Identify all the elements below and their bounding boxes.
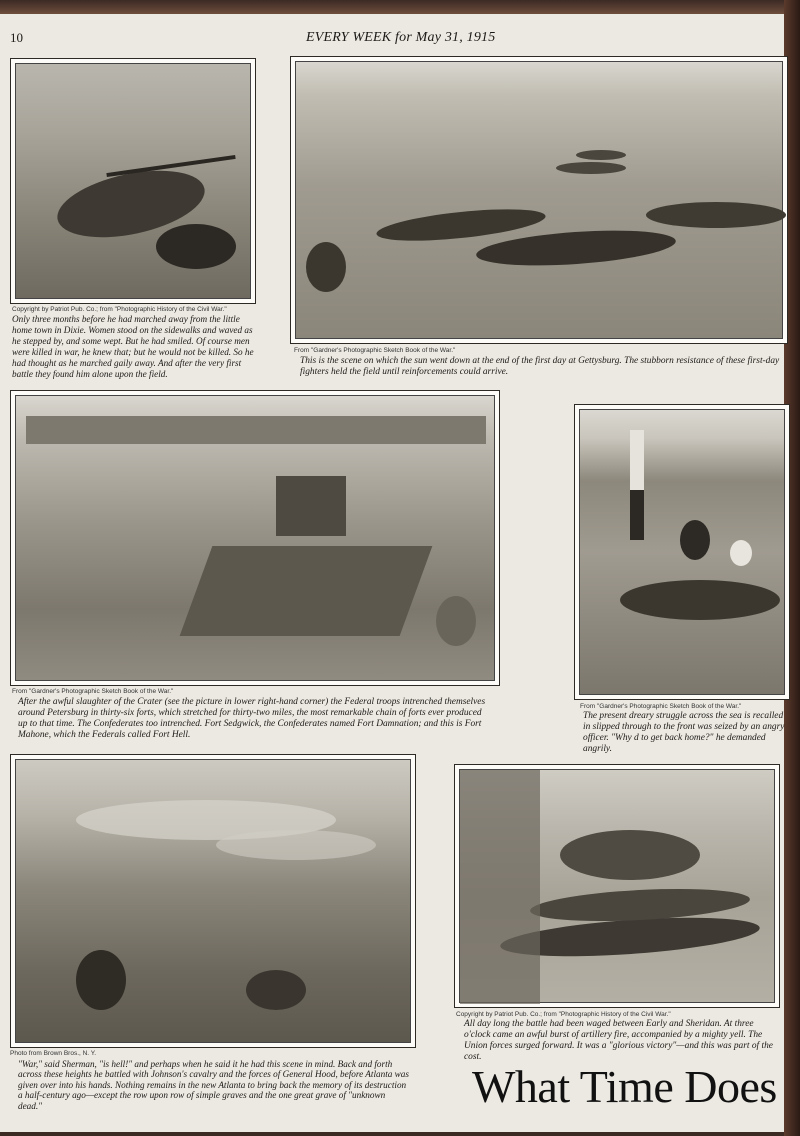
photo-atlanta-battle [10, 754, 416, 1048]
top-edge [0, 0, 800, 14]
headline: What Time Does [472, 1061, 777, 1112]
photo-burial-detail [574, 404, 790, 700]
photo-fort-mahone [10, 390, 500, 686]
photo-credit: Copyright by Patriot Pub. Co.; from "Photographic History of the Civil War." [456, 1011, 671, 1018]
photo-credit: From "Gardner's Photographic Sketch Book of the War." [580, 703, 742, 710]
photo-credit: From "Gardner's Photographic Sketch Book of the War." [294, 347, 456, 354]
photo-gettysburg-field [290, 56, 788, 344]
photo-caption: The present dreary struggle across the sea is recalled in slipped through to the front was seized by an angry officer. "Why d to get back home?" he demanded angrily. [583, 711, 785, 754]
photo-sheridan-dead [454, 764, 780, 1008]
photo-caption: All day long the battle had been waged between Early and Sheridan. At three o'clock came an awful burst of artillery fire, accompanied by a mighty yell. The Union forces surged forward. It was a "glorious victory"—and this was part of the cost. [464, 1019, 773, 1062]
photo-caption: This is the scene on which the sun went down at the end of the first day at Gettysburg. The stubborn resistance of these first-day fighters held the field until reinforcements could arrive. [300, 356, 780, 377]
photo-credit: Photo from Brown Bros., N. Y. [10, 1050, 97, 1057]
photo-caption: After the awful slaughter of the Crater (see the picture in lower right-hand corner) the Federal troops intrenched themselves around Petersburg in thirty-six forts, which stretched for thirty-two miles, the most remarkable chain of forts ever produced up to that time. The Confederates too intrenched. Fort Sedgwick, the Confederates named Fort Damnation; and this is Fort Mahone, which the Federals called Fort Hell. [18, 697, 486, 740]
photo-caption: "War," said Sherman, "is hell!" and perhaps when he said it he had this scene in mind. Back and forth across these heights he battled with Johnson's cavalry and the forces of General Hood, before Atlanta was given over into his hands. Nothing remains in the new Atlanta to bring back the memory of its destruction a half-century ago—except the row upon row of simple graves and the one great grave of "unknown dead." [18, 1059, 409, 1111]
photo-caption: Only three months before he had marched away from the little home town in Dixie. Women stood on the sidewalks and waved as he stepped by, and some wept. But he had smiled. Of course men were killed in war, he knew that; but he would not be killed. So he had thought as he marched gaily away. And after the very first battle they found him alone upon the field. [12, 314, 254, 379]
running-header: EVERY WEEK for May 31, 1915 [306, 30, 496, 45]
photo-dead-soldier [10, 58, 256, 304]
photo-credit: Copyright by Patriot Pub. Co.; from "Photographic History of the Civil War." [12, 306, 227, 313]
page-number: 10 [10, 30, 23, 45]
photo-credit: From "Gardner's Photographic Sketch Book of the War." [12, 688, 174, 695]
